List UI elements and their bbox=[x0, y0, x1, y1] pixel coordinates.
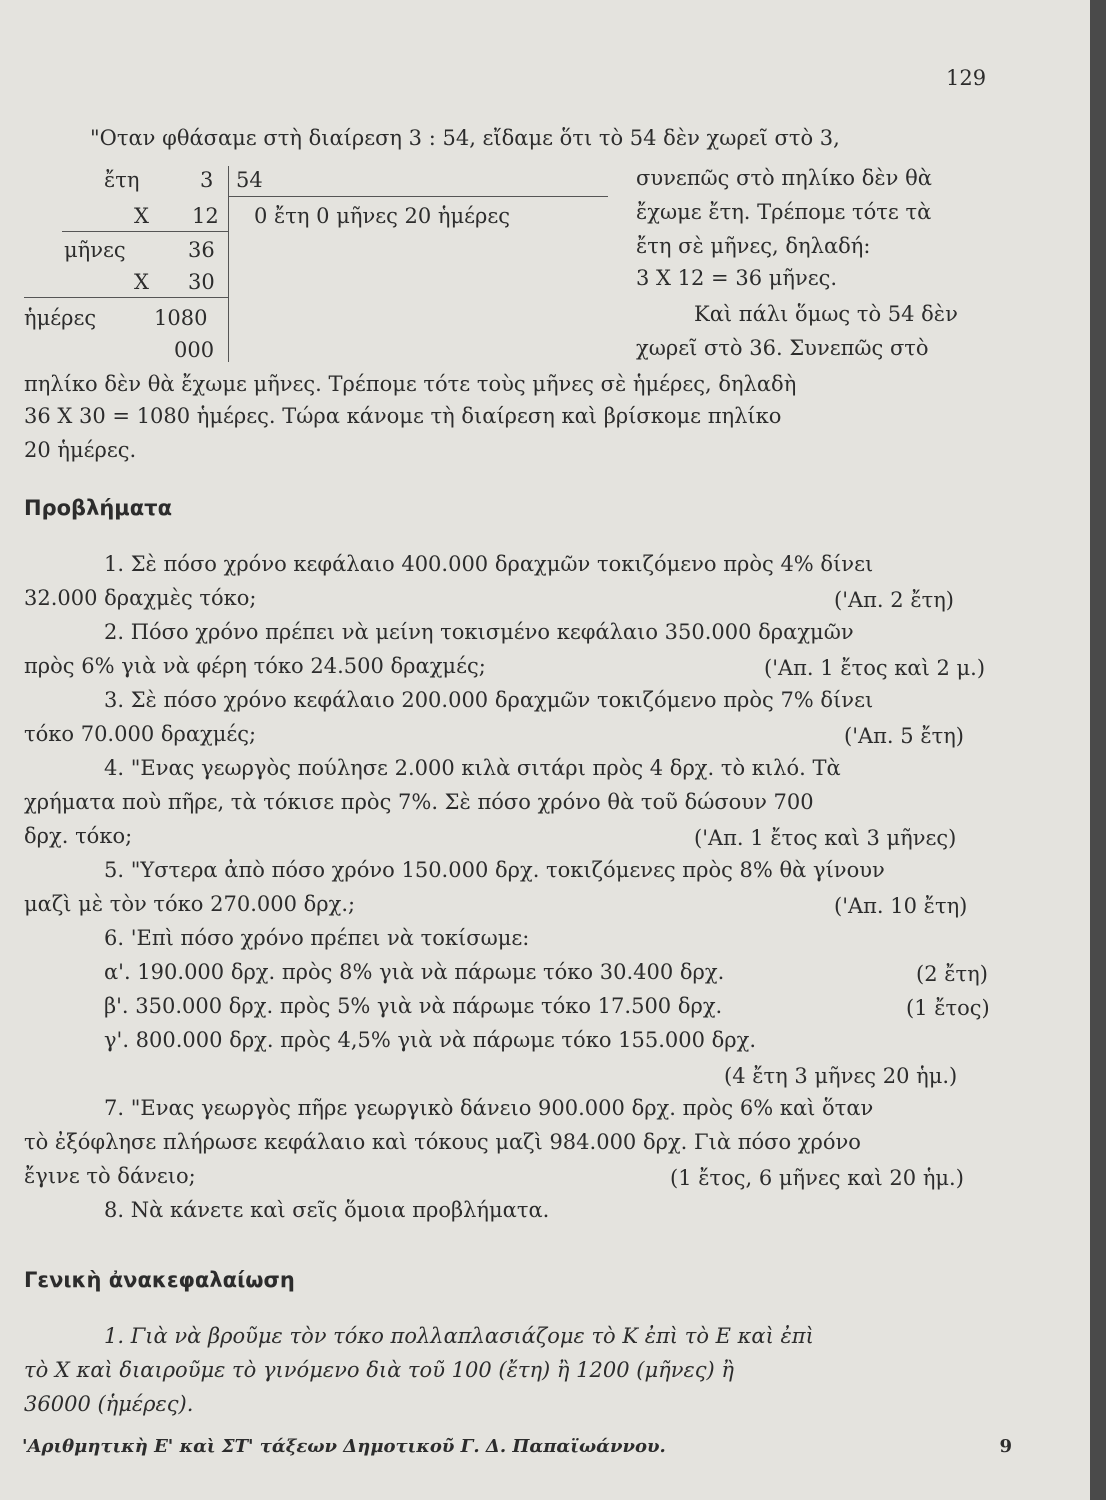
problem-subitem: α'. 190.000 δρχ. πρὸς 8% γιὰ νὰ πάρωμε τόκο 30.400 δρχ. bbox=[104, 960, 725, 984]
problem-line: 5. "Υστερα ἀπὸ πόσο χρόνο 150.000 δρχ. τοκιζόμενες πρὸς 8% θὰ γίνουν bbox=[104, 858, 885, 882]
calc-value-36: 36 bbox=[188, 238, 215, 262]
calc-value-1080: 1080 bbox=[154, 306, 208, 330]
problem-line: 32.000 δραχμὲς τόκο; bbox=[24, 586, 257, 610]
problem-line: 3. Σὲ πόσο χρόνο κεφάλαιο 200.000 δραχμῶν τοκιζόμενο πρὸς 7% δίνει bbox=[104, 688, 874, 712]
intro-line: "Οταν φθάσαμε στὴ διαίρεση 3 : 54, εἴδαμε ὅτι τὸ 54 δὲν χωρεῖ στὸ 3, bbox=[90, 126, 840, 150]
calc-quotient: 0 ἔτη 0 μῆνες 20 ἡμέρες bbox=[254, 204, 511, 228]
problem-line: ἔγινε τὸ δάνειο; bbox=[24, 1164, 196, 1188]
side-text-line: συνεπῶς στὸ πηλίκο δὲν θὰ bbox=[636, 166, 932, 190]
calc-label-months: μῆνες bbox=[64, 238, 126, 262]
problem-line: 4. "Ενας γεωργὸς πούλησε 2.000 κιλὰ σιτάρι πρὸς 4 δρχ. τὸ κιλό. Τὰ bbox=[104, 756, 841, 780]
multiplication-rule bbox=[24, 297, 228, 298]
problem-line: χρήματα ποὺ πῆρε, τὰ τόκισε πρὸς 7%. Σὲ πόσο χρόνο θὰ τοῦ δώσουν 700 bbox=[24, 790, 814, 814]
problem-answer: (1 ἔτος) bbox=[906, 996, 990, 1020]
footer-title: 'Αριθμητικὴ Ε' καὶ ΣΤ' τάξεων Δημοτικοῦ Γ. Δ. Παπαϊωάννου. bbox=[22, 1436, 666, 1457]
problem-answer: ('Απ. 1 ἔτος καὶ 2 μ.) bbox=[764, 656, 986, 680]
body-line: πηλίκο δὲν θὰ ἔχωμε μῆνες. Τρέπομε τότε τοὺς μῆνες σὲ ἡμέρες, δηλαδὴ bbox=[24, 372, 797, 396]
side-text-line: 3 X 12 = 36 μῆνες. bbox=[636, 266, 838, 290]
problem-line: 7. "Ενας γεωργὸς πῆρε γεωργικὸ δάνειο 900.000 δρχ. πρὸς 6% καὶ ὅταν bbox=[104, 1096, 874, 1120]
summary-line: 1. Γιὰ νὰ βροῦμε τὸν τόκο πολλαπλασιάζομε τὸ Κ ἐπὶ τὸ Ε καὶ ἐπὶ bbox=[104, 1324, 814, 1348]
problem-answer: (4 ἔτη 3 μῆνες 20 ἡμ.) bbox=[724, 1064, 958, 1088]
problem-line: 2. Πόσο χρόνο πρέπει νὰ μείνη τοκισμένο κεφάλαιο 350.000 δραχμῶν bbox=[104, 620, 854, 644]
problem-subitem: γ'. 800.000 δρχ. πρὸς 4,5% γιὰ νὰ πάρωμε τόκο 155.000 δρχ. bbox=[104, 1028, 757, 1052]
book-edge bbox=[1090, 0, 1106, 1500]
problem-answer: ('Απ. 1 ἔτος καὶ 3 μῆνες) bbox=[694, 826, 957, 850]
side-text-line: ἔχωμε ἔτη. Τρέπομε τότε τὰ bbox=[636, 200, 932, 224]
page-footer bbox=[22, 1436, 1012, 1457]
side-text-line: ἔτη σὲ μῆνες, δηλαδή: bbox=[636, 234, 871, 258]
problem-answer: ('Απ. 10 ἔτη) bbox=[834, 894, 968, 918]
problem-line: 6. 'Επὶ πόσο χρόνο πρέπει νὰ τοκίσωμε: bbox=[104, 926, 530, 950]
problem-line: 8. Νὰ κάνετε καὶ σεῖς ὅμοια προβλήματα. bbox=[104, 1198, 550, 1222]
summary-heading: Γενικὴ ἀνακεφαλαίωση bbox=[24, 1268, 295, 1292]
division-horizontal-rule bbox=[228, 196, 608, 197]
problem-line: μαζὶ μὲ τὸν τόκο 270.000 δρχ.; bbox=[24, 892, 356, 916]
problem-subitem: β'. 350.000 δρχ. πρὸς 5% γιὰ νὰ πάρωμε τόκο 17.500 δρχ. bbox=[104, 994, 723, 1018]
problem-answer: (1 ἔτος, 6 μῆνες καὶ 20 ἡμ.) bbox=[670, 1166, 964, 1190]
problem-answer: ('Απ. 5 ἔτη) bbox=[844, 724, 964, 748]
side-text-line: Καὶ πάλι ὅμως τὸ 54 δὲν bbox=[694, 302, 958, 326]
calc-times-sign: X bbox=[134, 270, 149, 294]
calc-label-years: ἔτη bbox=[104, 168, 140, 192]
summary-line: 36000 (ἡμέρες). bbox=[24, 1392, 194, 1416]
calc-value-12: 12 bbox=[192, 204, 219, 228]
problem-line: τὸ ἐξόφλησε πλήρωσε κεφάλαιο καὶ τόκους μαζὶ 984.000 δρχ. Γιὰ πόσο χρόνο bbox=[24, 1130, 861, 1154]
body-line: 20 ἡμέρες. bbox=[24, 438, 137, 462]
problem-line: τόκο 70.000 δραχμές; bbox=[24, 722, 257, 746]
calc-divisor: 54 bbox=[236, 168, 263, 192]
multiplication-rule bbox=[62, 231, 228, 232]
calc-label-days: ἡμέρες bbox=[24, 306, 97, 330]
problem-line: πρὸς 6% γιὰ νὰ φέρη τόκο 24.500 δραχμές; bbox=[24, 654, 486, 678]
signature-mark: 9 bbox=[999, 1436, 1012, 1457]
problem-answer: ('Απ. 2 ἔτη) bbox=[834, 588, 954, 612]
body-line: 36 X 30 = 1080 ἡμέρες. Τώρα κάνομε τὴ διαίρεση καὶ βρίσκομε πηλίκο bbox=[24, 404, 782, 428]
summary-line: τὸ Χ καὶ διαιροῦμε τὸ γινόμενο διὰ τοῦ 100 (ἔτη) ἢ 1200 (μῆνες) ἢ bbox=[24, 1358, 734, 1382]
calc-remainder: 000 bbox=[174, 338, 215, 362]
problem-line: 1. Σὲ πόσο χρόνο κεφάλαιο 400.000 δραχμῶν τοκιζόμενο πρὸς 4% δίνει bbox=[104, 552, 874, 576]
side-text-line: χωρεῖ στὸ 36. Συνεπῶς στὸ bbox=[636, 336, 929, 360]
calc-value-30: 30 bbox=[188, 270, 215, 294]
page-number: 129 bbox=[946, 66, 987, 90]
calc-value-3: 3 bbox=[200, 168, 214, 192]
problem-answer: (2 ἔτη) bbox=[916, 962, 988, 986]
problems-heading: Προβλήματα bbox=[24, 496, 173, 520]
problem-line: δρχ. τόκο; bbox=[24, 824, 133, 848]
calc-times-sign: X bbox=[134, 204, 149, 228]
